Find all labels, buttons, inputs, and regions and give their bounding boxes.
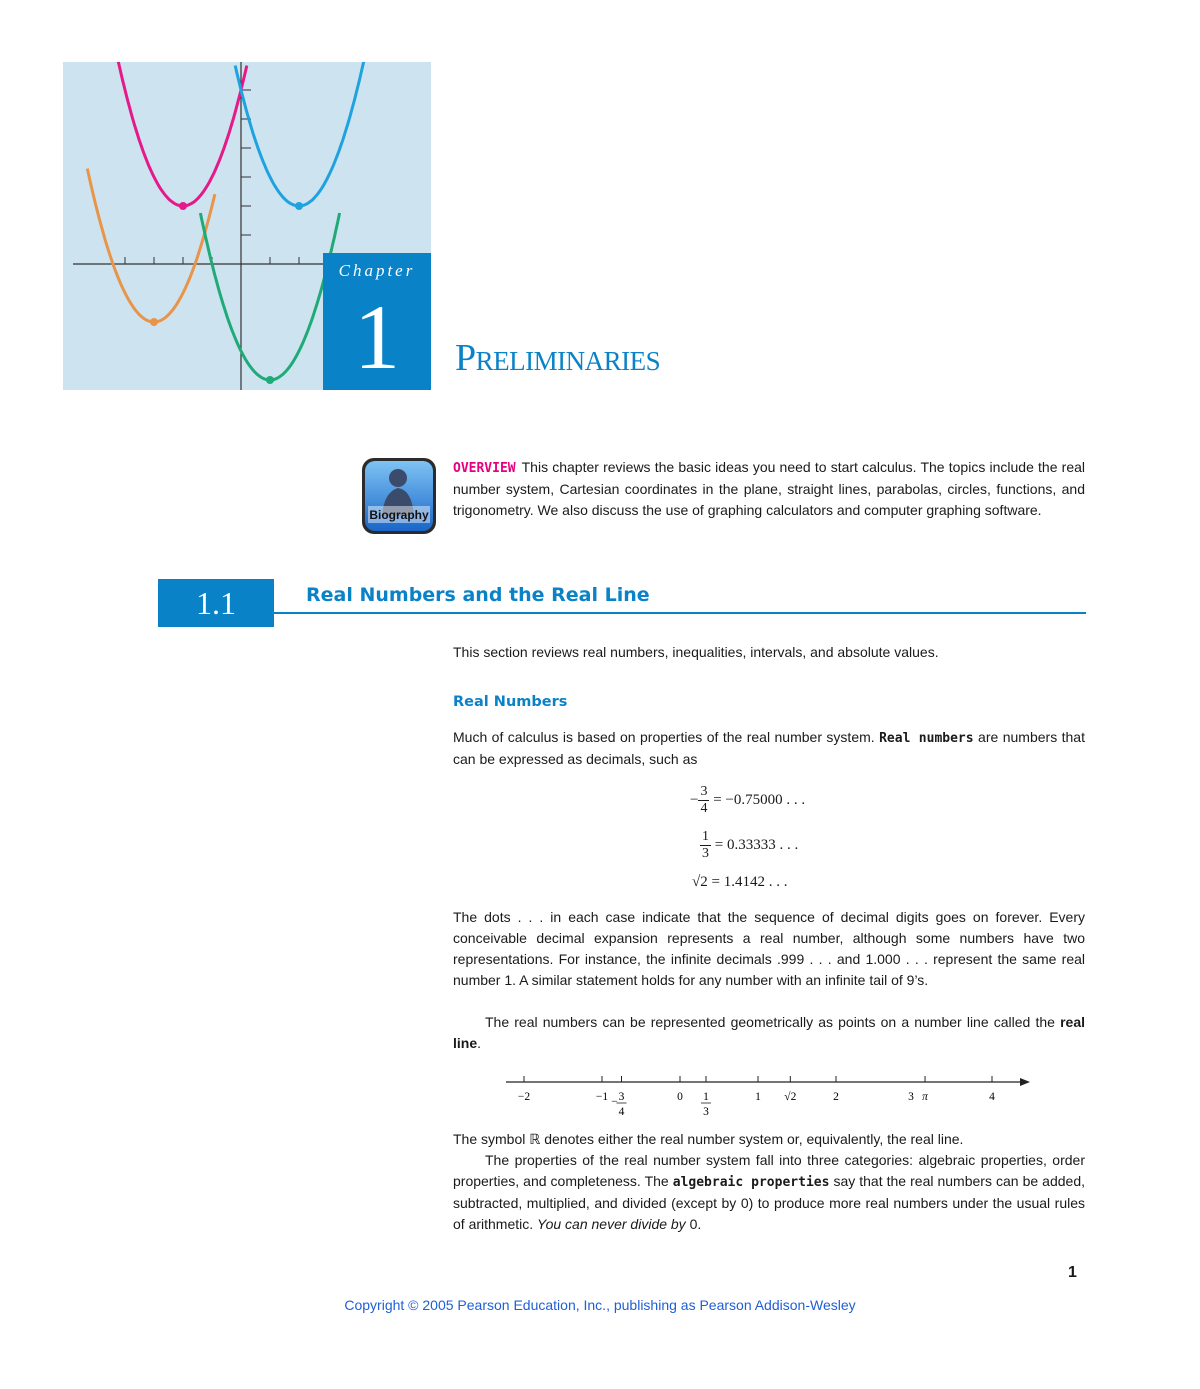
subsection-title: Real Numbers [453,694,568,710]
section-number: 1.1 [158,579,274,627]
number-line-label: 4 [989,1091,995,1103]
overview-paragraph [453,457,1085,521]
curve-green-vertex [266,376,274,384]
numerator: 3 [700,784,708,799]
paragraph-real-numbers [453,727,1085,770]
term-algebraic-properties: algebraic properties [672,1175,830,1190]
section-intro: This section reviews real numbers, inequalities, intervals, and absolute values. [453,644,939,660]
number-line-label: −1 [595,1091,609,1103]
number-line-label: π [922,1091,928,1103]
number-line-label: √2 [784,1091,797,1103]
term-real-line: real line [453,1014,1085,1051]
text-run: . [477,1035,482,1051]
text-run: Much of calculus is based on properties of the real number system. [453,729,880,745]
number-line [500,1066,1040,1122]
text-run: The properties of the real number system fall into three categories: algebraic properties, order properties, and completeness. The [453,1152,1085,1189]
overview-keyword: OVERVIEW [453,461,516,476]
chapter-box [323,253,431,390]
paragraph-symbol-r: The symbol ℝ denotes either the real number system or, equivalently, the real line. [453,1131,964,1147]
number-line-label: 3 [908,1091,914,1103]
page-number: 1 [1068,1264,1077,1281]
chapter-number: 1 [354,286,400,388]
curve-blue-vertex [295,202,303,210]
equation-rhs: = 1.4142 . . . [711,874,788,890]
section-title: Real Numbers and the Real Line [306,584,650,606]
curve-pink-vertex [179,202,187,210]
paragraph-real-line [453,1012,1085,1054]
curve-orange-vertex [150,318,158,326]
denominator: 4 [700,801,708,816]
number-line-label: 3 [618,1091,625,1103]
equation-negative-three-quarters [690,784,805,817]
number-line-label: 3 [703,1106,709,1118]
equation-sqrt-two [692,874,787,891]
minus-sign: − [690,791,699,808]
number-line-label: 1 [755,1091,761,1103]
text-run: The real numbers can be represented geometrically as points on a number line called the [485,1014,1061,1030]
text-run: say that the real numbers can be added, subtracted, multiplied, and divided (except by 0) to produce more real numbers under the usual rules of arithmetic. [453,1173,1085,1232]
chapter-title: Preliminaries [455,337,661,379]
equation-rhs: = −0.75000 . . . [713,791,806,808]
equation-one-third [700,829,798,862]
sqrt-two: √2 [692,874,708,890]
emphasis-text: You can never divide by [537,1216,686,1232]
text-run: 0. [685,1216,702,1232]
number-line-label: 1 [703,1091,709,1103]
biography-button[interactable] [360,456,438,536]
equation-rhs: = 0.33333 . . . [714,836,799,853]
number-line-label: 2 [833,1091,839,1103]
fraction [700,829,711,862]
copyright-notice: Copyright © 2005 Pearson Education, Inc., publishing as Pearson Addison-Wesley [344,1297,856,1313]
number-line-label: 4 [618,1106,625,1118]
chapter-label: Chapter [338,261,416,280]
biography-label: Biography [369,508,429,522]
biography-icon [360,456,438,536]
term-real-numbers: Real numbers [879,731,974,746]
number-line-label: 0 [677,1091,683,1103]
denominator: 3 [702,846,709,861]
number-line-label: −2 [517,1091,531,1103]
section-rule [274,612,1086,614]
paragraph-properties [453,1150,1085,1235]
paragraph-decimals: The dots . . . in each case indicate that the sequence of decimal digits goes on forever. Every conceivable decimal expansion represents a real number, although some numbers have two representations. For instance, the infinite decimals .999 . . . and 1.000 . . . represent the same real number 1. A similar statement holds for any number with an infinite tail of 9’s. [453,909,1085,988]
fraction [698,784,709,817]
numerator: 1 [702,829,709,844]
number-line-label: − [611,1096,618,1108]
overview-text: This chapter reviews the basic ideas you need to start calculus. The topics include the real number system, Cartesian coordinates in the plane, straight lines, parabolas, circles, functions, and trigonometry. We also discuss the use of graphing calculators and computer graphing software. [453,459,1085,518]
arrow-icon [1020,1078,1030,1086]
text-run: are numbers that can be expressed as decimals, such as [453,729,1085,767]
